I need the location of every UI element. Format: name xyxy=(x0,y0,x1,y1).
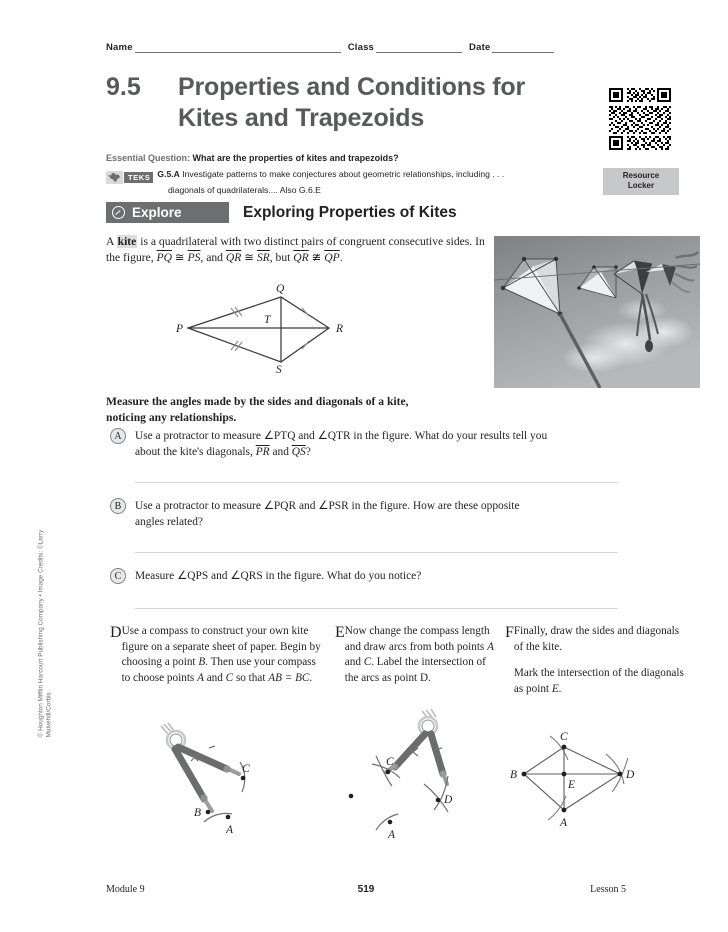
step-d xyxy=(110,624,325,686)
figf-label-e: E xyxy=(568,779,576,791)
step-d-p1i: . xyxy=(309,671,313,684)
step-e xyxy=(335,624,500,686)
step-e-p1a: Now change the compass length and draw arcs from both points xyxy=(344,625,490,653)
step-f xyxy=(505,624,685,697)
resource-locker-line1: Resource xyxy=(622,171,660,180)
segment-ps: $\overline{PS}$ xyxy=(187,251,201,264)
essential-question-label: Essential Question: xyxy=(106,153,191,163)
figf-label-a: A xyxy=(560,817,568,829)
step-e-p1e: . Label the intersection of the arcs as point D. xyxy=(344,656,486,684)
class-blank[interactable] xyxy=(376,43,462,53)
name-class-date-line xyxy=(106,42,564,53)
figd-label-c: C xyxy=(242,763,250,775)
compass-icon xyxy=(112,206,125,219)
figd-label-a: A xyxy=(226,824,234,836)
segment-sr: $\overline{SR}$ xyxy=(256,251,270,264)
intro-s1a: A xyxy=(106,235,117,248)
point-a: A xyxy=(487,640,494,653)
segment-qp: $\overline{QP}$ xyxy=(324,251,340,264)
step-a-bullet: A xyxy=(110,428,126,444)
step-a-line1: Use a protractor to measure ∠PTQ and ∠QTR in the figure. What do your results tell you xyxy=(135,430,548,442)
explore-heading: Exploring Properties of Kites xyxy=(243,203,457,221)
date-label: Date xyxy=(469,42,491,53)
intro-s2a: In the figure, xyxy=(106,235,485,264)
name-blank[interactable] xyxy=(135,43,341,53)
segment-pr: $\overline{PR}$ xyxy=(255,446,270,458)
fige-label-a: A xyxy=(388,829,396,841)
teks-badge xyxy=(106,171,153,184)
keyword-kite: kite xyxy=(117,235,137,248)
step-b xyxy=(110,498,610,530)
intro-s2d: . xyxy=(339,251,343,264)
step-b-line1: Use a protractor to measure ∠PQR and ∠PSR in the figure. How are these opposite xyxy=(135,500,520,512)
explore-section-header xyxy=(106,202,457,223)
kite-definition-paragraph xyxy=(106,234,496,266)
teks-tag-label: TEKS xyxy=(124,172,153,183)
step-d-text xyxy=(122,624,325,686)
resource-locker-badge[interactable] xyxy=(603,168,679,195)
date-blank[interactable] xyxy=(492,43,554,53)
step-d-p1e: and xyxy=(203,671,226,684)
essential-question-text: What are the properties of kites and trapezoids? xyxy=(192,153,399,163)
essential-question xyxy=(106,152,586,164)
resource-locker-line2: Locker xyxy=(627,181,655,190)
step-d-p1a: Use a compass to construct your own kite figure on a separate sheet of paper. Begin by choosing a point xyxy=(121,625,321,669)
step-d-p1g: so that xyxy=(233,671,269,684)
step-e-p1c: and xyxy=(344,656,364,669)
footer-page-number: 519 xyxy=(357,884,375,895)
segment-qr-2: $\overline{QR}$ xyxy=(293,251,309,264)
divider-3 xyxy=(135,608,618,609)
segment-pq: $\overline{PQ}$ xyxy=(156,251,173,264)
step-e-bullet: E xyxy=(335,624,345,641)
point-c: C xyxy=(225,671,234,684)
qr-code-icon[interactable] xyxy=(607,86,673,152)
equation-ab-bc: AB = BC xyxy=(268,671,310,684)
fige-label-c: C xyxy=(386,756,394,768)
kite-label-s: S xyxy=(276,364,282,373)
divider-1 xyxy=(135,482,618,483)
not-congruent: ≇ xyxy=(308,251,325,264)
fige-label-d: D xyxy=(444,794,453,806)
step-f-p2a: Mark the intersection of the diagonals as point xyxy=(513,667,684,695)
teks-text: Investigate patterns to make conjectures about geometric relationships, including . . . xyxy=(182,169,505,179)
kite-label-r: R xyxy=(336,323,344,335)
lesson-title xyxy=(178,72,525,134)
step-b-bullet: B xyxy=(110,498,126,514)
compass-figure-d xyxy=(146,716,276,847)
teks-standard xyxy=(106,168,596,197)
kite-diagram-pqrs xyxy=(176,281,366,378)
step-d-p1c: . Then use your compass to choose points xyxy=(121,656,316,684)
measure-line2: noticing any relationships. xyxy=(106,410,237,424)
figf-label-c: C xyxy=(560,731,568,743)
congruent-1: ≅ xyxy=(172,251,188,264)
figf-label-d: D xyxy=(626,769,635,781)
step-a xyxy=(110,428,610,460)
intro-s2c: , but xyxy=(269,251,294,264)
measure-instruction-heading xyxy=(106,394,506,425)
copyright-credit: © Houghton Mifflin Harcourt Publishing Company • Image Credits: ©Larry Mulvehill/Corbis xyxy=(37,529,53,738)
lesson-title-line1: Properties and Conditions for xyxy=(178,73,525,101)
point-e: E xyxy=(551,682,559,695)
step-c-text xyxy=(135,568,421,584)
class-label: Class xyxy=(347,42,375,53)
congruent-2: ≅ xyxy=(241,251,257,264)
texas-state-icon xyxy=(106,171,123,184)
point-c: C xyxy=(363,656,372,669)
step-a-text xyxy=(135,428,547,460)
footer-module: Module 9 xyxy=(106,884,145,895)
step-a-line2b: and xyxy=(269,446,292,458)
step-f-text xyxy=(514,624,685,697)
kite-construction-figure-f xyxy=(502,722,642,847)
measure-line1: Measure the angles made by the sides and diagonals of a kite, xyxy=(106,395,409,408)
kite-label-t: T xyxy=(264,314,271,326)
lesson-number: 9.5 xyxy=(106,73,141,101)
figf-label-b: B xyxy=(510,769,518,781)
teks-text-line2: diagonals of quadrilaterals.... Also G.6.E xyxy=(168,185,321,195)
point-a: A xyxy=(197,671,204,684)
teks-code: G.5.A xyxy=(157,169,180,179)
kite-label-p: P xyxy=(176,323,184,335)
step-a-line2c: ? xyxy=(305,446,311,458)
kites-photograph xyxy=(494,236,700,388)
lesson-title-line2: Kites and Trapezoids xyxy=(178,104,425,132)
step-b-text xyxy=(135,498,520,530)
step-f-bullet: F xyxy=(505,624,514,641)
point-b: B xyxy=(198,656,206,669)
divider-2 xyxy=(135,552,618,553)
intro-s1b: is a quadrilateral with two distinct pairs of congruent consecutive sides. xyxy=(137,235,473,248)
kite-label-q: Q xyxy=(276,283,285,295)
step-d-bullet: D xyxy=(110,624,122,641)
step-b-line2: angles related? xyxy=(135,516,203,528)
step-a-line2a: about the kite's diagonals, xyxy=(135,446,256,458)
step-c-line1: Measure ∠QPS and ∠QRS in the figure. What do you notice? xyxy=(135,570,422,582)
compass-figure-e xyxy=(348,708,478,847)
intro-s2b: , and xyxy=(200,251,226,264)
name-label: Name xyxy=(106,42,133,53)
step-e-text xyxy=(345,624,500,686)
figd-label-b: B xyxy=(194,807,202,819)
step-c xyxy=(110,568,610,584)
segment-qs: $\overline{QS}$ xyxy=(291,446,306,458)
explore-tab[interactable] xyxy=(106,202,229,223)
explore-tab-label: Explore xyxy=(132,205,182,220)
step-f-p1: Finally, draw the sides and diagonals of the kite. xyxy=(513,625,680,653)
segment-qr: $\overline{QR}$ xyxy=(225,251,242,264)
footer-lesson: Lesson 5 xyxy=(590,884,626,895)
step-f-p2c: . xyxy=(558,682,562,695)
page-title xyxy=(106,72,576,134)
step-c-bullet: C xyxy=(110,568,126,584)
